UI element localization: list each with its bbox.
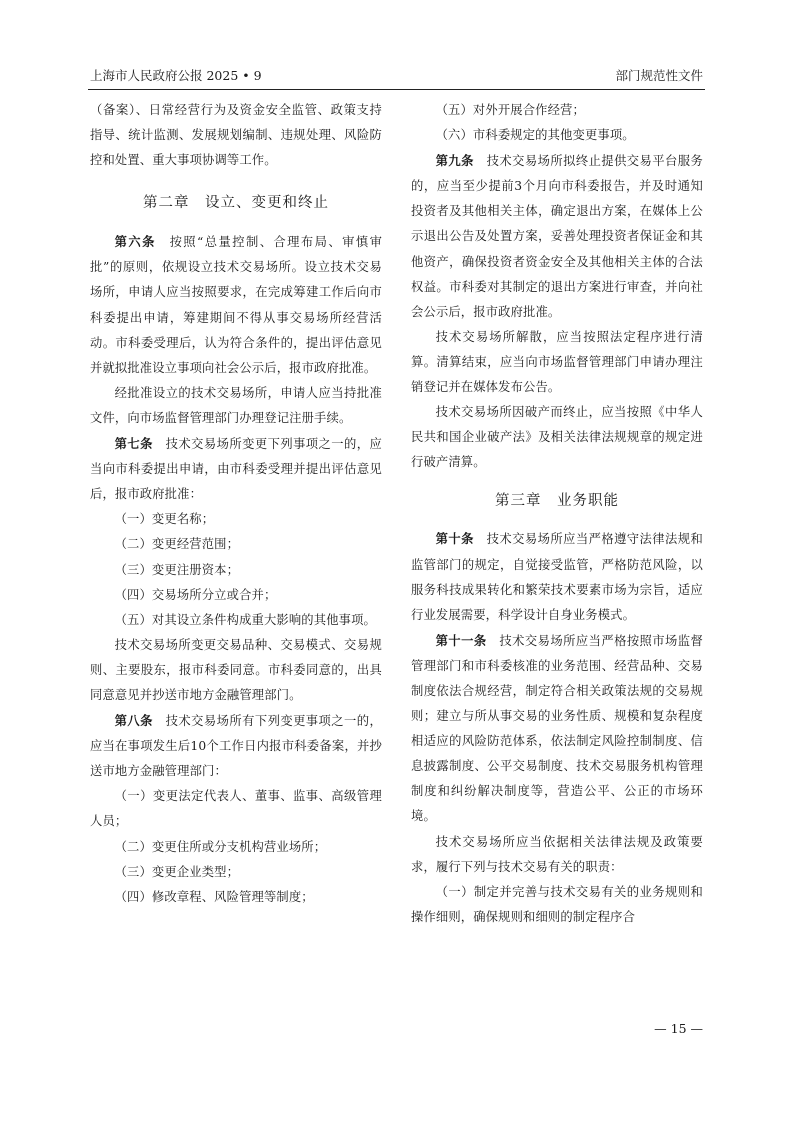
article-11	[411, 628, 703, 830]
article-text: 按照“总量控制、合理布局、审慎审批”的原则，依规设立技术交易场所。设立技术交易场所，申请人应当按照要求，在完成筹建工作后向市科委提出申请，筹建期间不得从事交易场所经营活动。市科委受理后，认为符合条件的，提出评估意见并就拟批准设立事项向社会公示后，报市政府批准。	[90, 235, 383, 375]
article-10	[411, 526, 703, 627]
list-item: （一）变更法定代表人、董事、监事、高级管理人员；	[90, 789, 382, 829]
article-label: 第十条	[435, 531, 474, 547]
article-text: 技术交易场所变更下列事项之一的，应当向市科委提出申请，由市科委受理并提出评估意见后，报市政府批准：	[90, 437, 382, 502]
article-text: 技术交易场所应当严格按照市场监督管理部门和市科委核准的业务范围、经营品种、交易制度依法合规经营，制定符合相关政策法规的交易规则；建立与所从事交易的业务性质、规模和复杂程度相适应的风险防范体系，依法制定风险控制制度、信息披露制度、公平交易制度、技术交易服务机构管理制度和纠纷解决制度等，营造公平、公正的市场环境。	[411, 633, 703, 824]
section-title: 部门规范性文件	[615, 68, 703, 83]
page-header	[88, 66, 705, 86]
article-7	[90, 431, 382, 507]
article-8	[90, 708, 382, 784]
article-label: 第七条	[114, 436, 153, 452]
chapter-heading: 第二章 设立、变更和终止	[143, 195, 329, 212]
list-item: （五）对外开展合作经营；	[435, 103, 585, 117]
article-label: 第十一条	[435, 632, 487, 648]
list-item: （三）变更企业类型；	[114, 864, 240, 879]
article-9	[411, 148, 703, 325]
article-text: 技术交易场所应当严格遵守法律法规和监管部门的规定，自觉接受监管，严格防范风险，以服务科技成果转化和繁荣技术要素市场为宗旨，适应行业发展需要，科学设计自身业务模式。	[411, 532, 703, 622]
page-number: — 15 —	[654, 1021, 703, 1036]
article-6	[90, 229, 382, 381]
paragraph: 技术交易场所变更交易品种、交易模式、交易规则、主要股东，报市科委同意。市科委同意的，出具同意意见并抄送市地方金融管理部门。	[90, 637, 382, 702]
article-label: 第六条	[114, 234, 156, 250]
header-rule	[88, 89, 705, 90]
list-item: （五）对其设立条件构成重大影响的其他事项。	[114, 612, 376, 627]
left-column	[90, 98, 382, 910]
article-label: 第八条	[114, 713, 153, 729]
article-text: 技术交易场所有下列变更事项之一的，应当在事项发生后10个工作日内报市科委备案，并抄送市地方金融管理部门：	[90, 714, 382, 779]
list-item: （一）变更名称；	[114, 512, 215, 527]
paragraph: 技术交易场所因破产而终止，应当按照《中华人民共和国企业破产法》及相关法律法规规章的规定进行破产清算。	[411, 405, 703, 470]
paragraph: （备案）、日常经营行为及资金安全监管、政策支持指导、统计监测、发展规划编制、违规处理、风险防控和处置、重大事项协调等工作。	[90, 103, 382, 168]
paragraph: 技术交易场所解散，应当按照法定程序进行清算。清算结束，应当向市场监督管理部门申请办理注销登记并在媒体发布公告。	[411, 329, 703, 395]
article-label: 第九条	[435, 153, 474, 169]
chapter-heading: 第三章 业务职能	[495, 493, 619, 510]
list-item: （二）变更住所或分支机构营业场所；	[114, 839, 327, 854]
list-item: （六）市科委规定的其他变更事项。	[435, 128, 635, 143]
paragraph: 技术交易场所应当依据相关法律法规及政策要求，履行下列与技术交易有关的职责：	[411, 834, 703, 874]
paragraph: 经批准设立的技术交易场所，申请人应当持批准文件，向市场监督管理部门办理登记注册手续。	[90, 385, 382, 425]
article-text: 技术交易场所拟终止提供交易平台服务的，应当至少提前3个月向市科委报告，并及时通知投资者及其他相关主体，确定退出方案，在媒体上公示退出公告及处置方案，妥善处理投资者保证金和其他资产，确保投资者资金安全及其他相关主体的合法权益。市科委对其制定的退出方案进行审查，并向社会公示后，报市政府批准。	[411, 154, 703, 319]
list-item: （四）交易场所分立或合并；	[114, 587, 277, 602]
list-item: （三）变更注册资本；	[114, 562, 240, 577]
list-item: （四）修改章程、风险管理等制度；	[114, 889, 314, 904]
list-item: （二）变更经营范围；	[114, 537, 240, 552]
publication-title: 上海市人民政府公报 2025 • 9	[90, 68, 262, 83]
list-item: （一）制定并完善与技术交易有关的业务规则和操作细则，确保规则和细则的制定程序合	[411, 884, 703, 924]
right-column	[411, 98, 703, 930]
